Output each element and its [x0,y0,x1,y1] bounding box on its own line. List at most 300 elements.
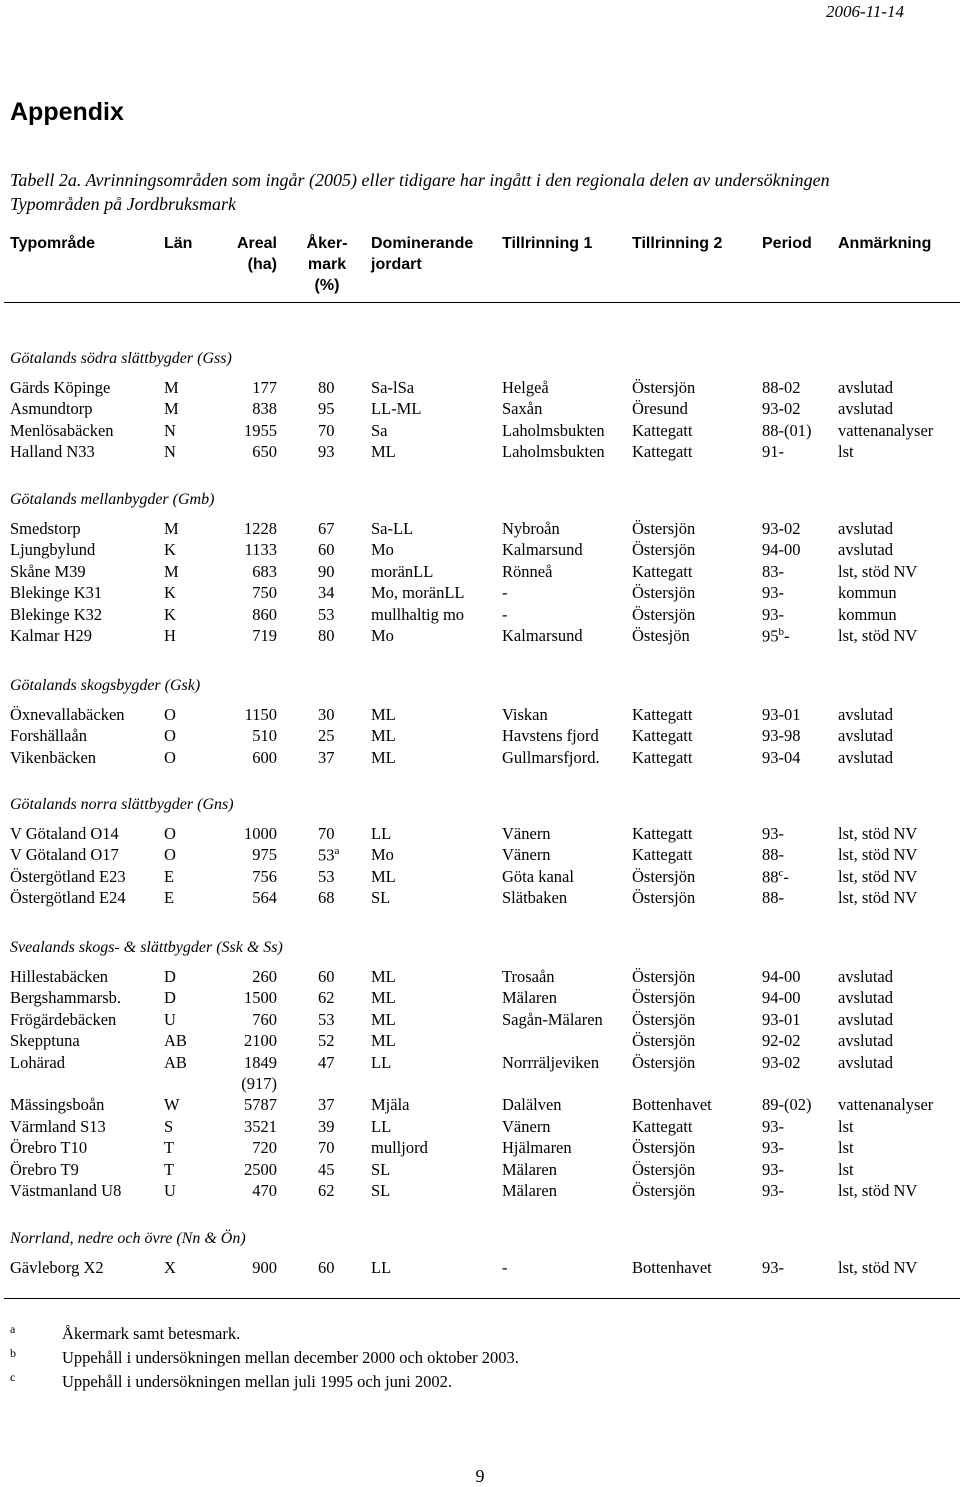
cell-anm [838,1010,893,1030]
cell-lan [164,988,176,1008]
footnote-text: Uppehåll i undersökningen mellan december 2000 och oktober 2003. [62,1348,519,1367]
cell-value: Havstens fjord [502,726,599,746]
cell-value: 860 [252,604,277,624]
cell-name [10,1031,80,1051]
cell-anm [838,1181,917,1201]
cell-value: 94-00 [762,988,801,1008]
cell-value: 39 [318,1116,335,1136]
cell-value: ML [371,988,396,1008]
cell-aker [318,967,335,987]
cell-name [10,378,110,398]
cell-aker [318,1181,335,1201]
cell-value: Kattegatt [632,747,693,767]
cell-aker [318,1095,335,1115]
cell-t1 [502,726,599,746]
cell-anm [838,1031,893,1051]
cell-aker [318,705,335,725]
cell-value: Östersjön [632,1138,696,1158]
cell-value: lst, stöd NV [838,561,918,581]
cell-lan [164,967,176,987]
cell-anm [838,626,917,646]
cell-t2 [632,1138,695,1158]
cell-value: 47 [318,1052,335,1072]
cell-value: 93 [318,442,335,462]
cell-value: M [164,399,179,419]
cell-aker [318,1053,335,1073]
cell-value: moränLL [371,561,434,581]
cell-anm [838,705,893,725]
cell-t1 [502,583,508,603]
cell-t2 [632,845,692,865]
cell-period [762,1258,784,1278]
cell-lan [164,705,176,725]
cell-value: H [164,626,176,645]
cell-value: Lohärad [10,1052,65,1072]
cell-value: 1849 [244,1052,277,1072]
cell-aker [318,867,335,887]
footer-rule [4,1298,960,1299]
cell-value: lst [838,1159,854,1179]
cell-name [10,562,86,582]
cell-name [10,988,121,1008]
cell-value: 93-02 [762,1052,801,1072]
cell-value: Halland N33 [10,442,95,462]
cell-lan [164,1258,176,1278]
cell-value: Vikenbäcken [10,747,97,767]
cell-jordart [371,1095,410,1115]
header-areal [215,233,277,275]
cell-period [762,562,784,582]
header-areal-line1: Areal [236,235,277,252]
cell-jordart [371,967,396,987]
cell-lan [164,1117,173,1137]
cell-value: 2100 [244,1031,277,1051]
cell-value: Mo, moränLL [371,583,465,603]
cell-anm [838,1258,917,1278]
cell-lan [164,605,176,625]
cell-value: 25 [318,726,335,746]
cell-value: N [164,442,176,462]
header-jordart [371,233,473,275]
cell-value: Mo [371,626,394,645]
cell-period [762,442,784,462]
cell-value: 80 [318,378,335,397]
cell-value: Gullmarsfjord. [502,747,600,767]
cell-jordart [371,1160,390,1180]
cell-value: 93- [762,1181,784,1200]
cell-value: Kattegatt [632,726,693,746]
cell-value: Kattegatt [632,442,693,462]
cell-value: mullhaltig mo [371,604,465,624]
cell-period [762,626,790,647]
cell-value: 93- [762,824,784,843]
cell-value: Östersjön [632,1181,696,1200]
cell-value: Östersjön [632,583,696,603]
cell-jordart [371,1258,391,1278]
header-akermark-line1: Åker- [306,235,348,252]
cell-value: 34 [318,583,335,603]
cell-t2 [632,1010,695,1030]
cell-lan [164,442,176,462]
cell-t1 [502,378,549,398]
cell-value: lst, stöd NV [838,1258,918,1277]
cell-value: ML [371,866,396,886]
cell-value: Östersjön [632,1031,696,1051]
cell-value: Bottenhavet [632,1095,712,1115]
cell-t1 [502,1053,599,1073]
cell-value: Slätbaken [502,888,568,908]
cell-value: Östersjön [632,988,696,1008]
cell-t2 [632,562,692,582]
cell-value: 88-02 [762,378,801,397]
cell-aker [318,605,335,625]
cell-jordart [371,562,433,582]
cell-areal [207,605,277,625]
cell-anm [838,988,893,1008]
cell-period [762,1117,784,1137]
cell-anm [838,1138,854,1158]
cell-value: 91- [762,442,784,462]
cell-aker [318,1117,335,1137]
section-heading: Appendix [10,98,124,126]
cell-value: ML [371,1009,396,1029]
cell-period [762,845,784,865]
cell-areal [207,378,277,398]
cell-value: SL [371,1181,391,1200]
cell-value: 838 [252,399,277,419]
cell-aker [318,1258,335,1278]
cell-value: O [164,845,176,865]
cell-name [10,726,87,746]
cell-areal [207,867,277,887]
cell-aker [318,1138,335,1158]
cell-aker [318,378,335,398]
cell-value: 53 [318,604,335,624]
cell-areal [207,1010,277,1030]
cell-lan [164,1031,187,1051]
cell-value: 260 [252,967,277,986]
cell-lan [164,1010,176,1030]
cell-value: 756 [252,866,277,886]
cell-name [10,540,95,560]
cell-value: Östersjön [632,866,696,886]
cell-value: Laholmsbukten [502,442,605,462]
cell-value: K [164,583,176,603]
cell-period [762,1010,801,1030]
cell-lan [164,519,179,539]
cell-period [762,824,784,844]
cell-period [762,1053,801,1073]
cell-value: kommun [838,583,897,603]
cell-value: Kattegatt [632,824,693,843]
cell-value: ML [371,1031,396,1051]
cell-value: Östesjön [632,626,690,645]
cell-value: Vänern [502,1116,551,1136]
group-title: Götalands mellanbygder (Gmb) [10,491,215,508]
cell-name [10,583,102,603]
cell-period [762,1031,801,1051]
cell-value: avslutad [838,1009,893,1029]
cell-areal [207,583,277,603]
cell-value: ML [371,747,396,767]
cell-value: Öresund [632,399,688,419]
cell-aker [318,845,339,866]
cell-value: 60 [318,540,335,560]
cell-value: Smedstorp [10,519,81,538]
cell-anm [838,1053,893,1073]
period-suffix: - [784,626,790,646]
cell-value: 88 [762,867,779,887]
cell-value: T [164,1138,175,1158]
cell-value: 60 [318,967,335,986]
cell-lan [164,562,179,582]
cell-jordart [371,1181,390,1201]
header-jordart-line2: jordart [371,256,422,273]
cell-aker [318,421,335,441]
cell-value: X [164,1258,176,1277]
cell-value: Östersjön [632,519,696,538]
cell-value: E [164,888,175,908]
cell-t2 [632,867,695,887]
cell-value: K [164,540,176,560]
cell-value: O [164,705,176,724]
cell-t1 [502,1258,508,1278]
cell-value: Västmanland U8 [10,1181,122,1200]
cell-jordart [371,583,464,603]
cell-t2 [632,1095,712,1115]
cell-value: O [164,747,176,767]
cell-value: 93-01 [762,1009,801,1029]
cell-value: Östersjön [632,1159,696,1179]
cell-anm [838,378,893,398]
cell-areal [207,1160,277,1180]
cell-areal [207,1181,277,1201]
cell-jordart [371,378,414,398]
cell-value: LL [371,1052,392,1072]
cell-t2 [632,1117,692,1137]
cell-value: Mo [371,540,394,560]
cell-value: 45 [318,1159,335,1179]
header-akermark-line2: mark [307,256,347,273]
cell-value: 470 [252,1181,277,1200]
cell-areal [207,988,277,1008]
cell-value: avslutad [838,747,893,767]
cell-value: 53 [318,866,335,886]
cell-value: LL [371,1258,392,1277]
cell-name [10,1010,116,1030]
cell-value: Helgeå [502,378,549,397]
cell-value: Skåne M39 [10,561,86,581]
cell-anm [838,519,893,539]
cell-value: 88- [762,888,784,908]
cell-anm [838,1160,854,1180]
cell-aker [318,562,335,582]
cell-aker [318,1010,335,1030]
cell-value: Östergötland E23 [10,866,126,886]
cell-name [10,1181,121,1201]
cell-value: 1228 [244,519,277,538]
cell-value: Östersjön [632,888,696,908]
cell-value: Östergötland E24 [10,888,126,908]
cell-value: lst, stöd NV [838,1181,918,1200]
cell-value: 80 [318,626,335,645]
cell-t1 [502,845,551,865]
cell-t2 [632,605,695,625]
cell-value: Östersjön [632,1052,696,1072]
cell-t2 [632,705,692,725]
cell-value: 88- [762,845,784,865]
cell-value: 89-(02) [762,1095,812,1115]
cell-value: N [164,420,176,440]
cell-value: ML [371,705,396,724]
cell-value: Gärds Köpinge [10,378,111,397]
cell-t2 [632,967,695,987]
cell-value: Rönneå [502,561,553,581]
cell-value: lst, stöd NV [838,626,918,645]
cell-t2 [632,540,695,560]
cell-value: lst, stöd NV [838,845,918,865]
cell-value: Östersjön [632,540,696,560]
cell-areal [207,705,277,725]
cell-jordart [371,605,464,625]
cell-t2 [632,1258,712,1278]
cell-value: avslutad [838,726,893,746]
cell-value: W [164,1095,180,1115]
cell-anm [838,583,897,603]
cell-value: ML [371,967,396,986]
cell-value: 93-98 [762,726,801,746]
cell-value: Nybroån [502,519,560,538]
cell-lan [164,867,174,887]
cell-areal [207,1053,277,1073]
cell-jordart [371,824,391,844]
cell-jordart [371,867,396,887]
cell-areal [207,1095,277,1115]
cell-t1 [502,888,567,908]
cell-value: T [164,1159,175,1179]
header-areal-line2: (ha) [247,256,277,273]
header-typomrade: Typområde [10,235,96,252]
cell-lan [164,888,174,908]
cell-value: Öxnevallabäcken [10,705,125,724]
cell-value: M [164,378,179,397]
cell-value: Norrräljeviken [502,1052,600,1072]
cell-value: Göta kanal [502,866,574,886]
cell-aker [318,583,335,603]
cell-value: ML [371,726,396,746]
cell-value: Sa-LL [371,519,414,538]
footnote-ref: b [778,626,784,638]
group-title: Götalands skogsbygder (Gsk) [10,677,201,694]
cell-value: Örebro T9 [10,1159,79,1179]
cell-value: LL [371,824,392,843]
cell-value: Blekinge K32 [10,604,103,624]
cell-value: M [164,561,179,581]
cell-value: E [164,866,175,886]
cell-period [762,1160,784,1180]
cell-value: Vänern [502,824,551,843]
cell-value: 564 [252,888,277,908]
cell-t1 [502,442,605,462]
cell-value: avslutad [838,988,893,1008]
cell-value: Laholmsbukten [502,420,605,440]
cell-t1 [502,1181,557,1201]
cell-t1 [502,1095,562,1115]
cell-value: Örebro T10 [10,1138,88,1158]
cell-period [762,967,801,987]
cell-areal [207,824,277,844]
cell-value: ML [371,442,396,462]
cell-lan [164,824,176,844]
period-suffix: - [783,867,789,887]
cell-value: - [502,583,508,603]
cell-t2 [632,888,695,908]
cell-value: S [164,1116,174,1136]
cell-name [10,824,119,844]
cell-value: Vänern [502,845,551,865]
cell-value: V Götaland O17 [10,845,119,865]
cell-value: 720 [252,1138,277,1158]
cell-value: Trosaån [502,967,555,986]
cell-aker [318,1031,335,1051]
cell-value: 95 [318,399,335,419]
cell-period [762,867,789,888]
cell-period [762,1181,784,1201]
cell-anm [838,845,917,865]
cell-areal [207,748,277,768]
cell-areal [207,399,277,419]
header-akermark [298,233,356,296]
cell-lan [164,748,176,768]
cell-t2 [632,726,692,746]
cell-areal [207,519,277,539]
cell-areal [207,845,277,865]
cell-anm [838,824,917,844]
table-caption: Tabell 2a. Avrinningsområden som ingår (2005) eller tidigare har ingått i den regionala delen av undersökningen Typområden på Jordbruksmark [10,170,830,214]
cell-value: 760 [252,1009,277,1029]
cell-value: U [164,1181,176,1200]
cell-period [762,705,801,725]
footnote-mark: a [10,1322,16,1336]
cell-value: avslutad [838,540,893,560]
cell-value: 90 [318,561,335,581]
footnote-text: Åkermark samt betesmark. [62,1324,241,1343]
cell-value: LL [371,1116,392,1136]
cell-lan [164,1053,187,1073]
cell-value: Östersjön [632,967,696,986]
header-lan: Län [164,235,193,252]
cell-value: 94-00 [762,540,801,560]
cell-value: Hillestabäcken [10,967,109,986]
group-title: Svealands skogs- & slättbygder (Ssk & Ss) [10,939,283,956]
cell-anm [838,605,897,625]
cell-value: Dalälven [502,1095,562,1115]
cell-jordart [371,421,388,441]
cell-value: 92-02 [762,1031,801,1051]
cell-value: 1133 [244,540,277,560]
cell-value: Saxån [502,399,543,419]
cell-areal-secondary: (917) [241,1074,277,1093]
cell-value: 93- [762,1138,784,1158]
cell-value: 70 [318,1138,335,1158]
cell-name [10,442,95,462]
cell-name [10,399,93,419]
cell-value: lst, stöd NV [838,824,918,843]
cell-lan [164,540,176,560]
cell-lan [164,421,176,441]
cell-name [10,867,126,887]
cell-value: 93- [762,1159,784,1179]
